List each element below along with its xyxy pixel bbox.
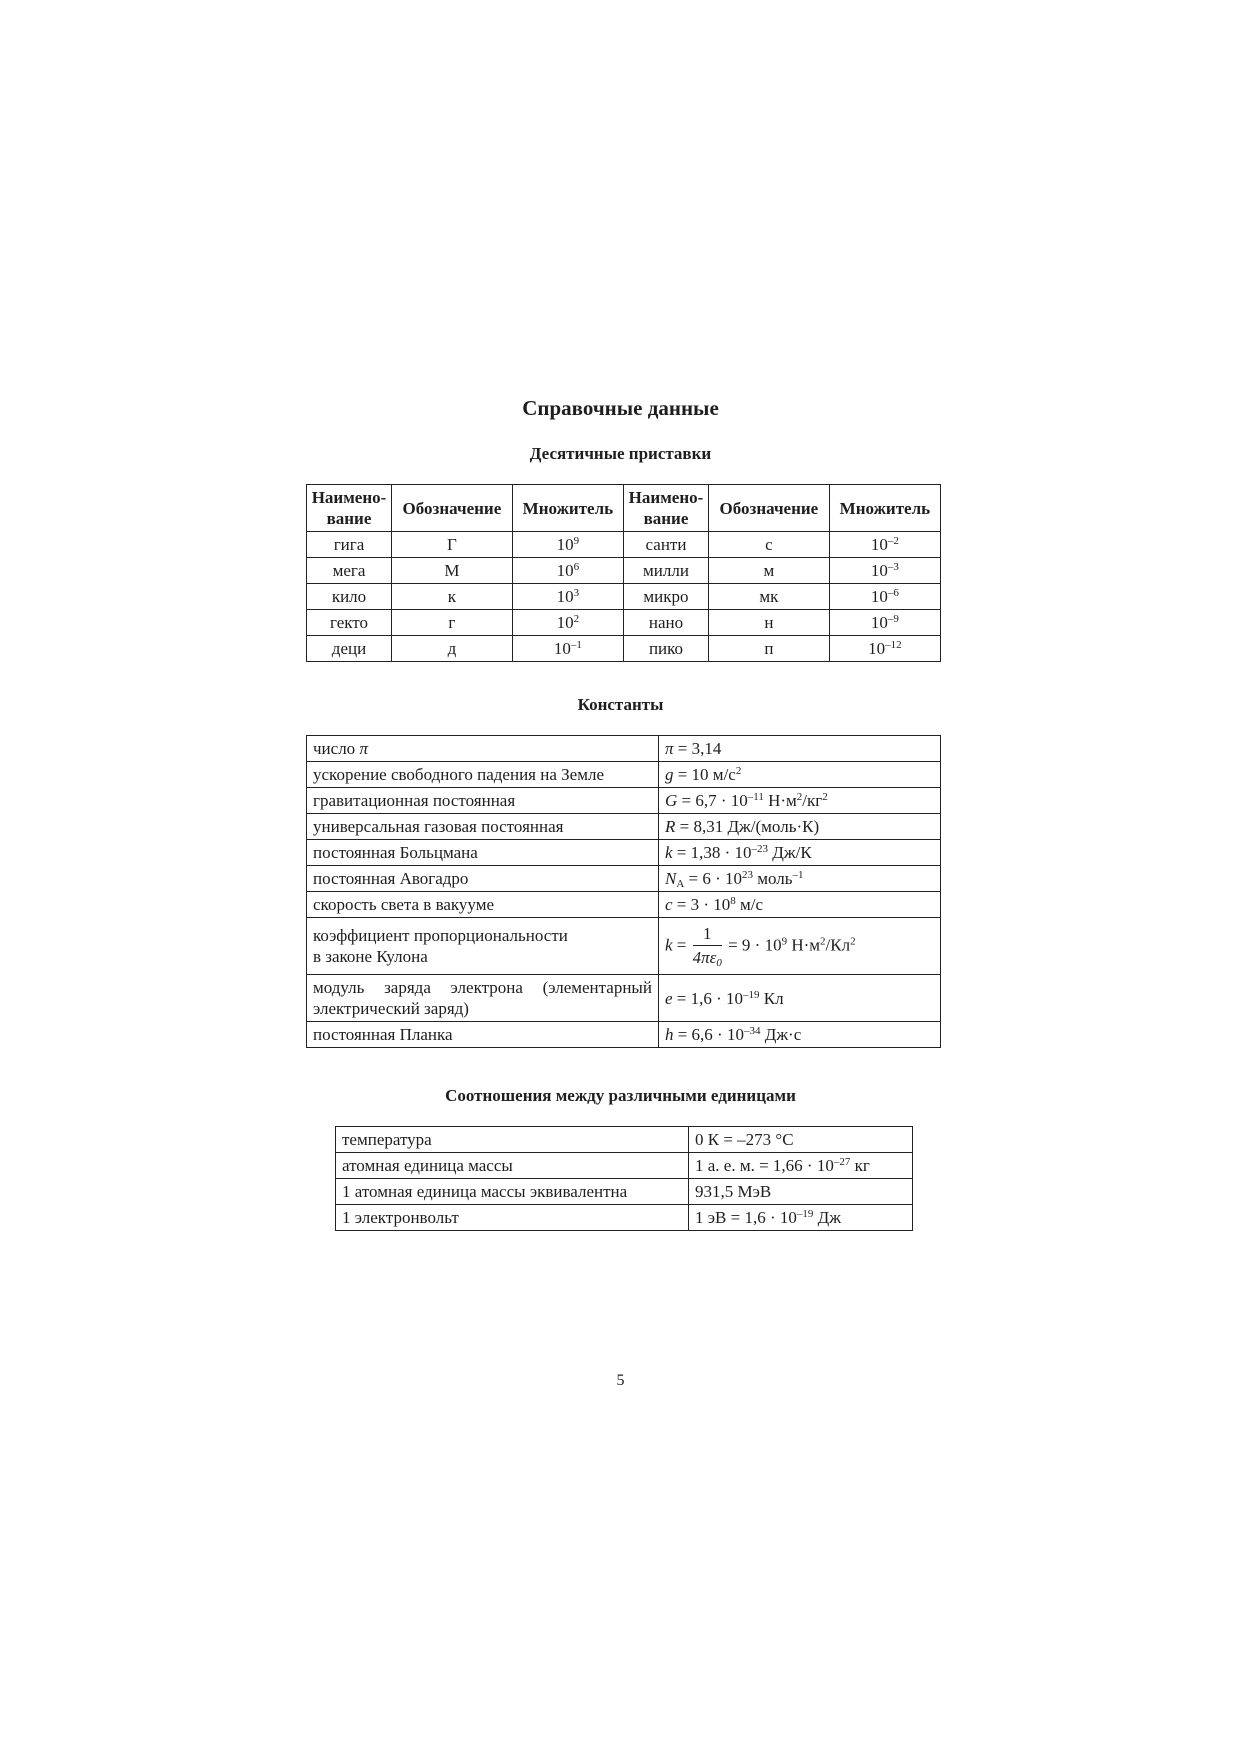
table-row — [307, 788, 941, 814]
relation-name: 1 электронвольт — [336, 1205, 689, 1231]
table-row — [307, 840, 941, 866]
prefix-symbol: с — [708, 532, 829, 558]
constant-value: π = 3,14 — [658, 736, 940, 762]
constant-name: постоянная Планка — [307, 1022, 659, 1048]
constant-name: число π — [307, 736, 659, 762]
multiplier: $10^2$ — [512, 610, 623, 636]
prefix-name: гига — [307, 532, 392, 558]
prefix-name: пико — [623, 636, 708, 662]
constant-name: постоянная Больцмана — [307, 840, 659, 866]
multiplier: $10^{-1}$ — [512, 636, 623, 662]
multiplier: $10^{-6}$ — [829, 584, 940, 610]
prefix-name: мега — [307, 558, 392, 584]
prefixes-table — [306, 484, 941, 662]
constant-value: $k = 1,38 \cdot 10^{-23}$ Дж/К — [658, 840, 940, 866]
prefix-symbol: г — [392, 610, 513, 636]
table-row — [307, 736, 941, 762]
prefix-name: деци — [307, 636, 392, 662]
prefix-symbol: М — [392, 558, 513, 584]
table-row — [307, 558, 941, 584]
multiplier: $10^9$ — [512, 532, 623, 558]
multiplier: $10^{-2}$ — [829, 532, 940, 558]
prefix-name: кило — [307, 584, 392, 610]
prefix-name: гекто — [307, 610, 392, 636]
table-row — [307, 814, 941, 840]
prefix-name: санти — [623, 532, 708, 558]
constant-value: k = $\frac{1}{4\pi\varepsilon_0}$ = $9 \cdot 10^9$ $Н\cdot м^2/Кл^2$ — [658, 918, 940, 975]
relation-name: атомная единица массы — [336, 1153, 689, 1179]
constant-name: универсальная газовая постоянная — [307, 814, 659, 840]
constant-value: R = 8,31 Дж/(моль·К) — [658, 814, 940, 840]
header-multiplier-1: Множитель — [512, 485, 623, 532]
relation-name: температура — [336, 1127, 689, 1153]
constant-name: модуль заряда электрона (элементарный электрический заряд) — [307, 975, 659, 1022]
header-symbol-1: Обозначение — [392, 485, 513, 532]
multiplier: $10^{-3}$ — [829, 558, 940, 584]
relation-value: 931,5 МэВ — [689, 1179, 913, 1205]
table-row — [307, 975, 941, 1022]
constant-value: g = 10 $м/с^2$ — [658, 762, 940, 788]
constant-name: ускорение свободного падения на Земле — [307, 762, 659, 788]
prefix-name: нано — [623, 610, 708, 636]
table-row — [336, 1179, 913, 1205]
relation-value: 0 К = –273 °С — [689, 1127, 913, 1153]
header-symbol-2: Обозначение — [708, 485, 829, 532]
multiplier: $10^{-9}$ — [829, 610, 940, 636]
prefix-name: милли — [623, 558, 708, 584]
header-name-2: Наимено- вание — [623, 485, 708, 532]
relation-name: 1 атомная единица массы эквивалентна — [336, 1179, 689, 1205]
relations-table — [335, 1126, 913, 1231]
header-name-1: Наимено- вание — [307, 485, 392, 532]
prefix-symbol: м — [708, 558, 829, 584]
page-title: Справочные данные — [522, 396, 719, 420]
constant-value: $N_A = 6 \cdot 10^{23}$ моль$^{-1}$ — [658, 866, 940, 892]
constant-value: $c = 3 \cdot 10^8$ м/с — [658, 892, 940, 918]
constant-name: коэффициент пропорциональности в законе Кулона — [307, 918, 659, 975]
table-row — [307, 584, 941, 610]
multiplier: $10^6$ — [512, 558, 623, 584]
table-row — [307, 918, 941, 975]
prefix-symbol: мк — [708, 584, 829, 610]
table-row — [307, 610, 941, 636]
table-row — [336, 1127, 913, 1153]
relation-value: 1 а. е. м. = $1,66 \cdot 10^{-27}$ кг — [689, 1153, 913, 1179]
constant-name: скорость света в вакууме — [307, 892, 659, 918]
prefix-symbol: Г — [392, 532, 513, 558]
relation-value: 1 эВ = $1,6 \cdot 10^{-19}$ Дж — [689, 1205, 913, 1231]
table-row — [336, 1153, 913, 1179]
table-header-row — [307, 485, 941, 532]
relations-heading: Соотношения между различными единицами — [445, 1086, 796, 1105]
prefix-symbol: к — [392, 584, 513, 610]
constants-table — [306, 735, 941, 1048]
constant-value: $e = 1,6 \cdot 10^{-19}$ Кл — [658, 975, 940, 1022]
prefix-name: микро — [623, 584, 708, 610]
table-row — [336, 1205, 913, 1231]
prefix-symbol: п — [708, 636, 829, 662]
table-row — [307, 892, 941, 918]
constant-name: гравитационная постоянная — [307, 788, 659, 814]
multiplier: $10^3$ — [512, 584, 623, 610]
constant-name: постоянная Авогадро — [307, 866, 659, 892]
multiplier: $10^{-12}$ — [829, 636, 940, 662]
table-row — [307, 532, 941, 558]
page-number: 5 — [616, 1372, 625, 1389]
constants-heading: Константы — [577, 695, 664, 714]
table-row — [307, 1022, 941, 1048]
prefixes-heading: Десятичные приставки — [529, 444, 712, 463]
table-row — [307, 866, 941, 892]
header-multiplier-2: Множитель — [829, 485, 940, 532]
prefix-symbol: д — [392, 636, 513, 662]
fraction: $\frac{1}{4\pi\varepsilon_0}$ — [692, 923, 722, 969]
constant-value: $h = 6,6 \cdot 10^{-34}$ Дж·с — [658, 1022, 940, 1048]
prefix-symbol: н — [708, 610, 829, 636]
table-row — [307, 636, 941, 662]
constant-value: $G = 6,7 \cdot 10^{-11}$ $Н\cdot м^2/кг^2$ — [658, 788, 940, 814]
table-row — [307, 762, 941, 788]
